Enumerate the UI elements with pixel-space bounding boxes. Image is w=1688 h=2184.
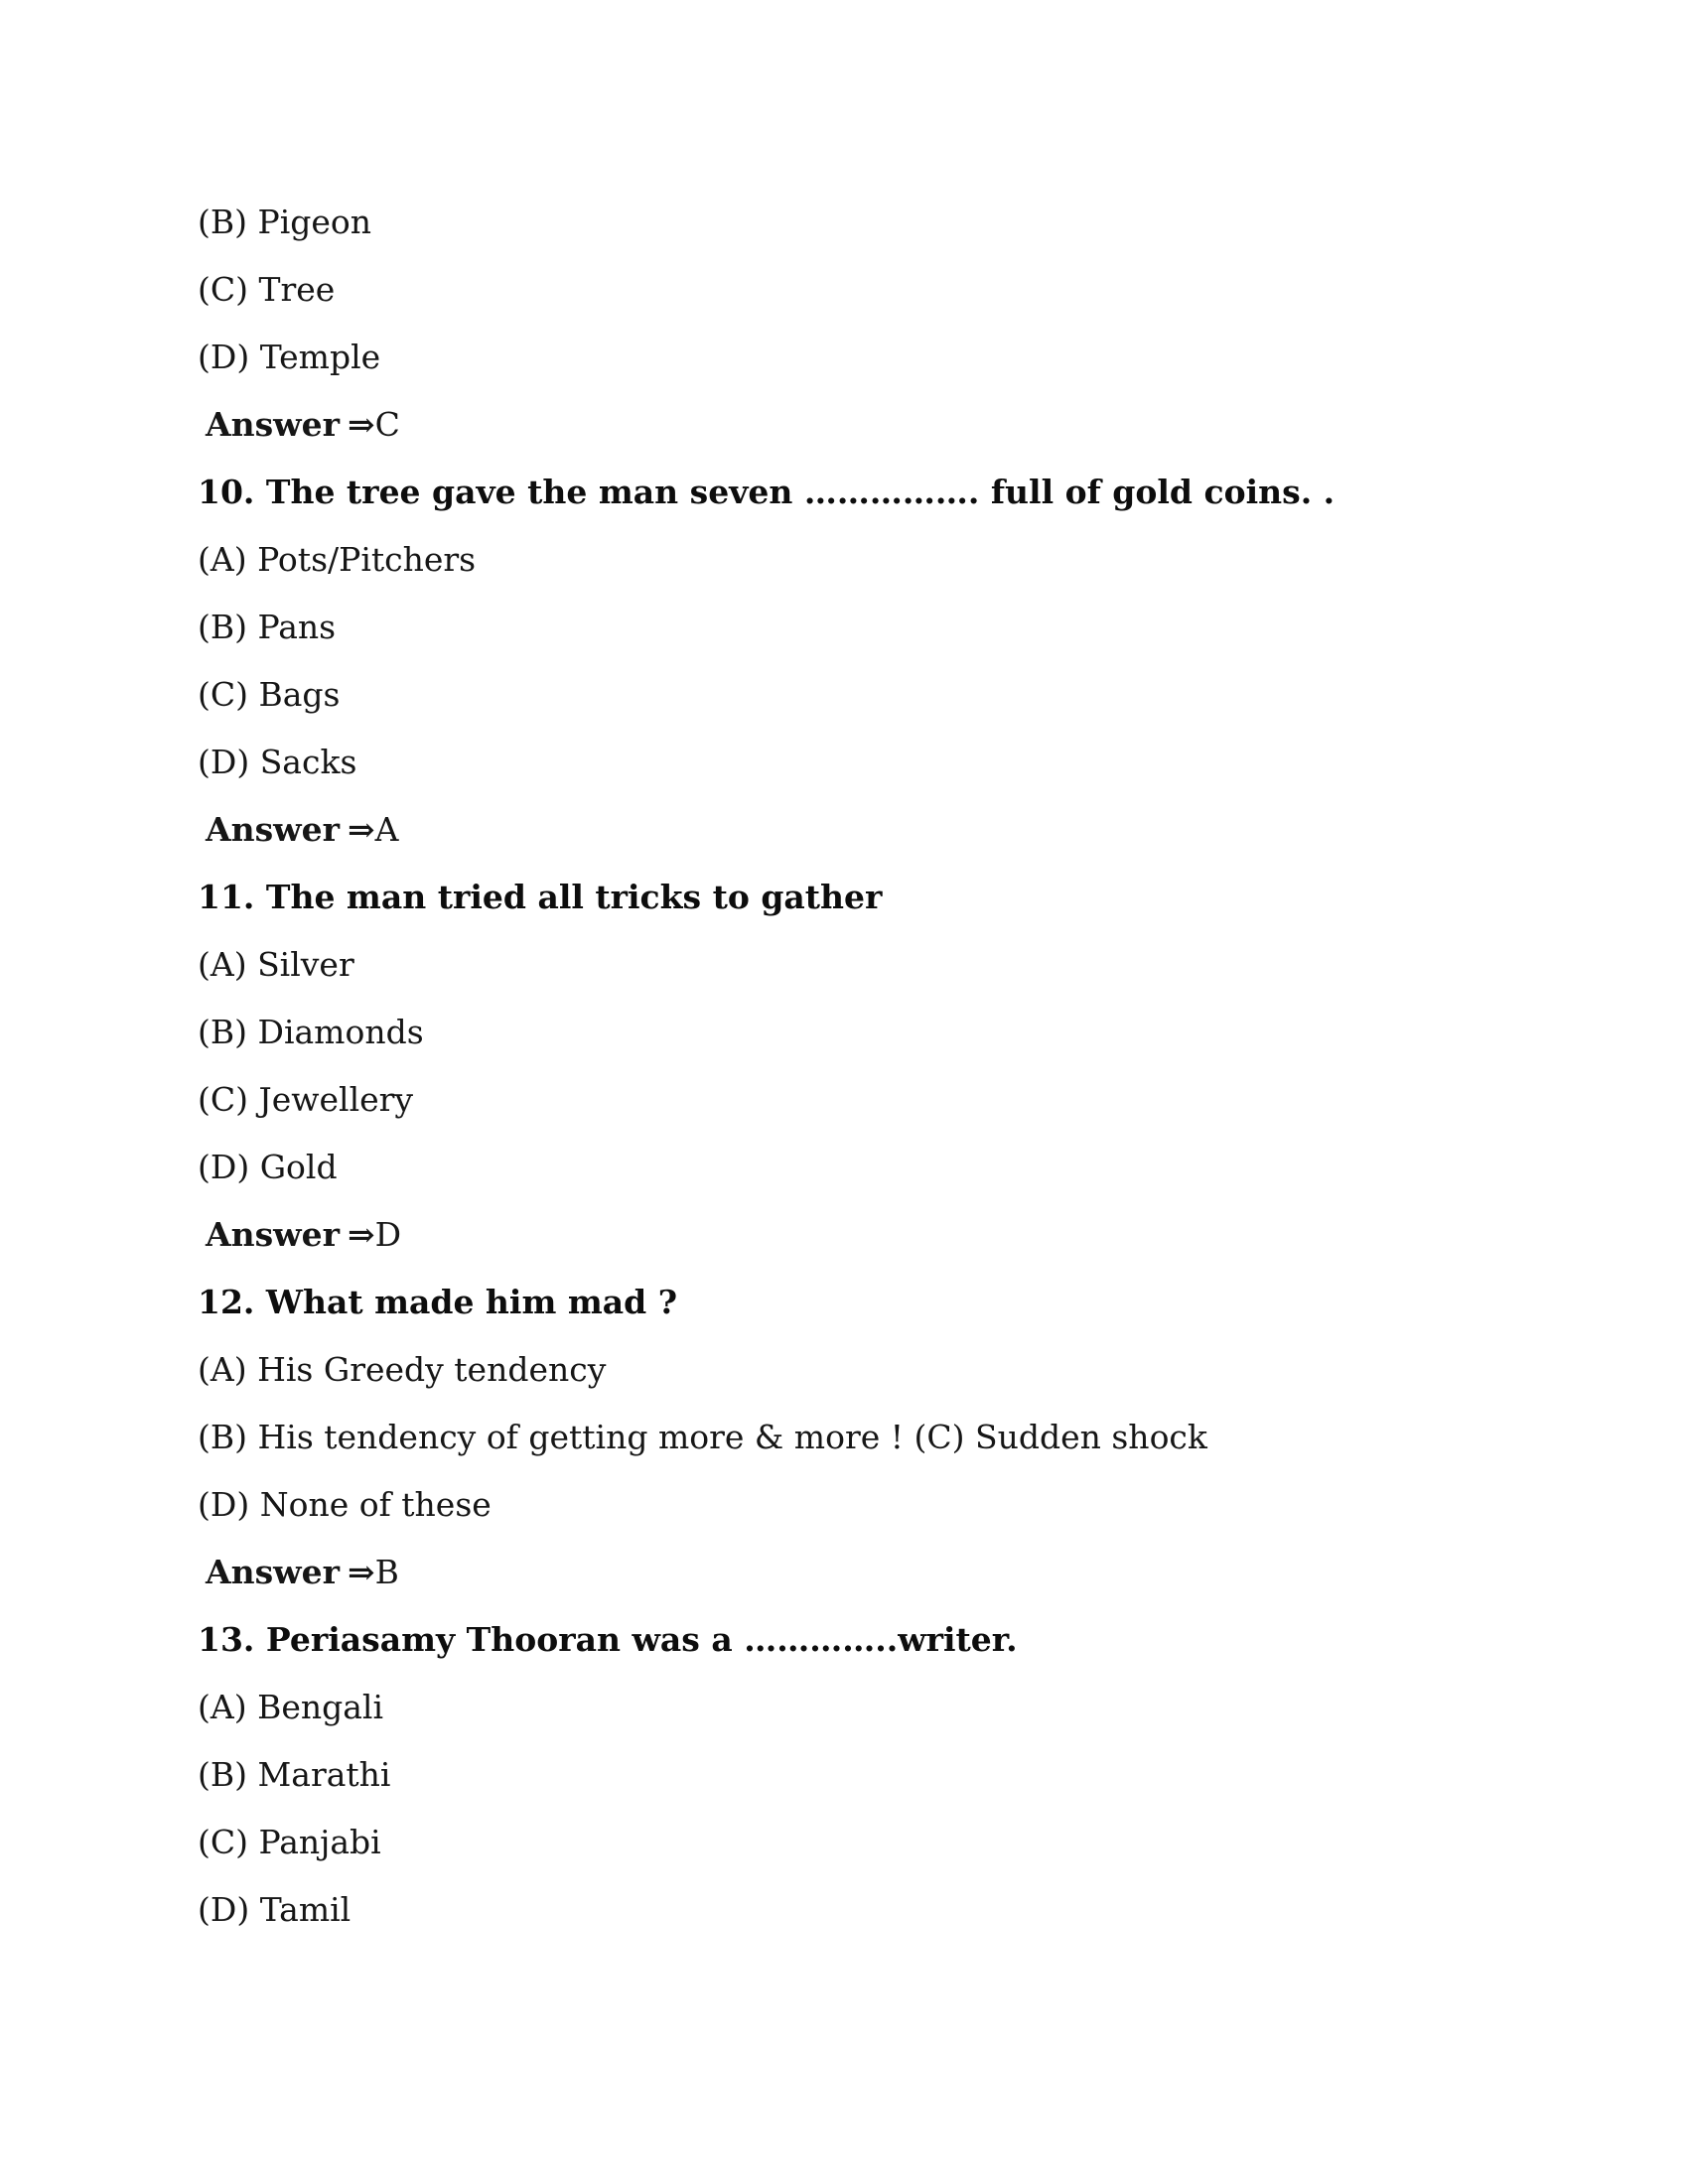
answer-label: Answer bbox=[206, 405, 340, 444]
answer-letter: D bbox=[374, 1215, 402, 1254]
question-heading: 10. The tree gave the man seven ……………. full of gold coins. . bbox=[198, 473, 1336, 511]
option-line: (C) Jewellery bbox=[198, 1080, 414, 1119]
option-line: (C) Panjabi bbox=[198, 1823, 381, 1861]
option-line: (D) Gold bbox=[198, 1148, 338, 1186]
option-line: (A) Bengali bbox=[198, 1688, 384, 1726]
arrow-right-icon: ⇒ bbox=[347, 1215, 375, 1254]
option-line: (A) Pots/Pitchers bbox=[198, 540, 477, 579]
option-line: (C) Bags bbox=[198, 675, 341, 714]
option-line: (B) Diamonds bbox=[198, 1013, 424, 1051]
option-line: (C) Tree bbox=[198, 270, 336, 309]
answer-line bbox=[206, 796, 398, 864]
arrow-right-icon: ⇒ bbox=[347, 405, 375, 444]
answer-label: Answer bbox=[206, 1215, 340, 1254]
option-line: (B) Pans bbox=[198, 608, 337, 646]
option-line: (B) Pigeon bbox=[198, 203, 372, 241]
question-heading: 13. Periasamy Thooran was a …………..writer. bbox=[198, 1620, 1018, 1659]
option-line: (B) Marathi bbox=[198, 1755, 391, 1794]
question-heading: 11. The man tried all tricks to gather bbox=[198, 878, 883, 916]
option-line: (A) His Greedy tendency bbox=[198, 1350, 607, 1389]
option-line: (D) None of these bbox=[198, 1485, 492, 1524]
arrow-right-icon: ⇒ bbox=[347, 810, 375, 849]
option-line: (D) Sacks bbox=[198, 743, 357, 781]
answer-line bbox=[206, 1201, 401, 1269]
answer-line bbox=[206, 391, 400, 459]
answer-letter: A bbox=[374, 810, 399, 849]
answer-letter: B bbox=[374, 1553, 399, 1591]
option-line: (D) Temple bbox=[198, 338, 381, 376]
answer-label: Answer bbox=[206, 1553, 340, 1591]
option-line: (D) Tamil bbox=[198, 1890, 352, 1929]
answer-line bbox=[206, 1539, 399, 1606]
answer-label: Answer bbox=[206, 810, 340, 849]
option-line: (B) His tendency of getting more & more ! (C) Sudden shock bbox=[198, 1418, 1207, 1456]
arrow-right-icon: ⇒ bbox=[347, 1553, 375, 1591]
option-line: (A) Silver bbox=[198, 945, 354, 984]
question-heading: 12. What made him mad ? bbox=[198, 1283, 678, 1321]
answer-letter: C bbox=[374, 405, 400, 444]
